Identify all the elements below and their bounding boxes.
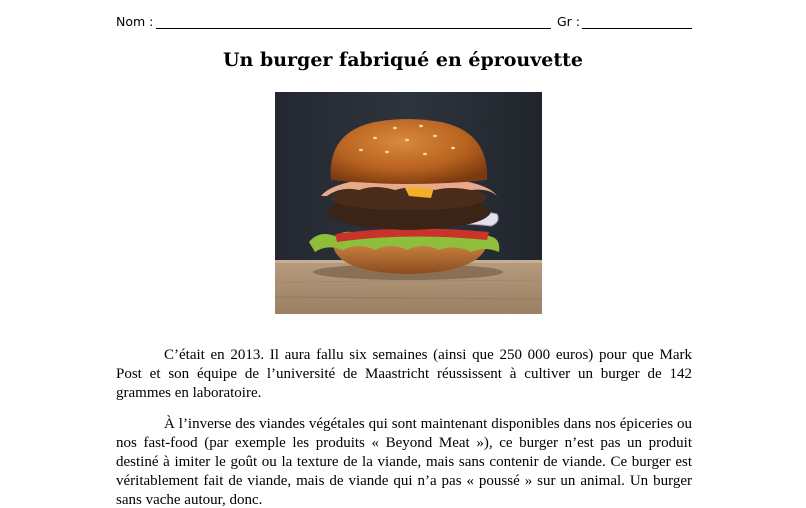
article-body — [116, 346, 692, 508]
name-label: Nom : — [116, 14, 154, 29]
paragraph-2: À l’inverse des viandes végétales qui sont maintenant disponibles dans nos épiceries ou nos fast-food (par exemple les produits « Beyond Meat »), ce burger n’est pas un produit destiné à imiter le goût ou la texture de la viande, mais sans contenir de viande. Ce burger est véritablement fait de viande, mais de viande qui n’a pas « poussé » sur un animal. Un burger sans vache autour, donc. — [116, 415, 692, 508]
document-title: Un burger fabriqué en éprouvette — [222, 49, 584, 71]
burger-photo — [275, 92, 542, 314]
group-label: Gr : — [557, 14, 581, 29]
paragraph-1: C’était en 2013. Il aura fallu six semaines (ainsi que 250 000 euros) pour que Mark Post et son équipe de l’université de Maastricht réussissent à cultiver un burger de 142 grammes en laboratoire. — [116, 347, 692, 402]
student-info-line — [116, 13, 692, 31]
group-blank-line — [582, 28, 692, 29]
name-blank-line — [156, 28, 551, 29]
